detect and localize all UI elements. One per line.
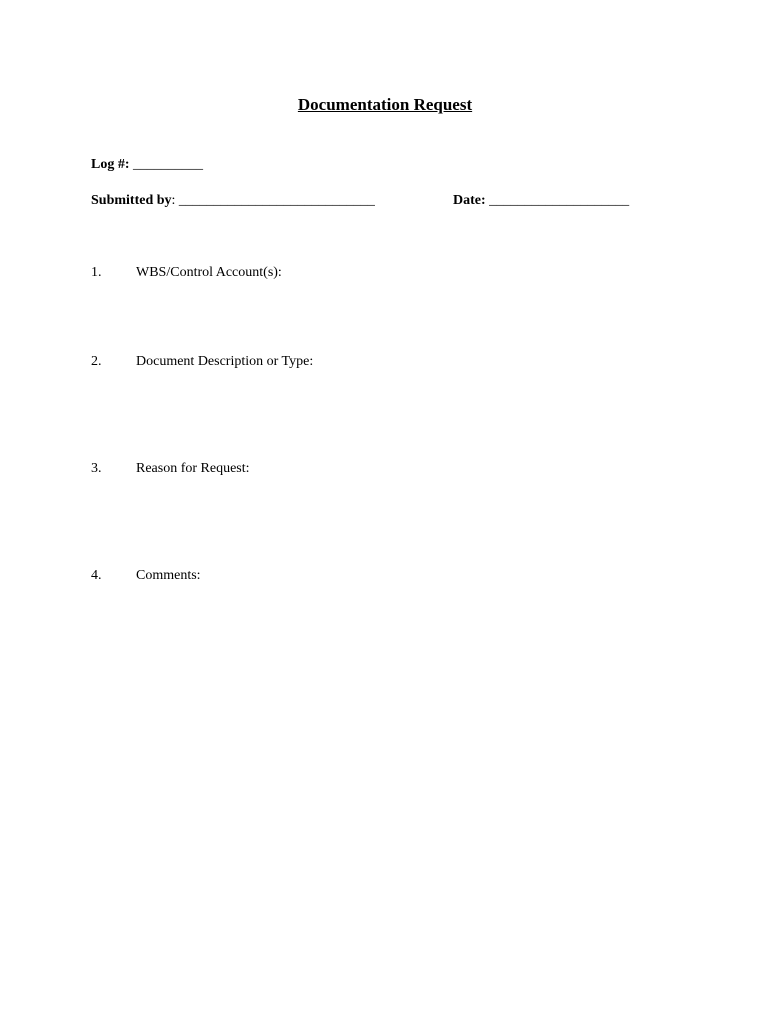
submitted-by-separator: : — [171, 193, 179, 208]
list-item-wbs-control-accounts — [91, 264, 282, 282]
list-item-label: Comments: — [136, 568, 201, 583]
list-item-label: Document Description or Type: — [136, 354, 314, 369]
list-item-label: Reason for Request: — [136, 461, 250, 476]
log-number-blank: __________ — [129, 157, 203, 172]
list-item-number: 1. — [91, 265, 102, 280]
log-number-label: Log #: — [91, 157, 130, 172]
list-item-number: 3. — [91, 461, 102, 476]
submitted-by-blank: ____________________________ — [178, 193, 375, 208]
submitted-by-label: Submitted by — [91, 193, 172, 208]
date-line — [453, 192, 629, 210]
list-item-document-description — [91, 353, 313, 371]
list-item-comments — [91, 567, 201, 585]
date-blank: ____________________ — [485, 193, 630, 208]
list-item-number: 2. — [91, 354, 102, 369]
list-item-reason-for-request — [91, 460, 250, 478]
log-number-line — [91, 156, 203, 174]
submitted-by-line — [91, 192, 375, 210]
date-label: Date: — [453, 193, 486, 208]
document-title: Documentation Request — [297, 95, 473, 114]
list-item-label: WBS/Control Account(s): — [136, 265, 282, 280]
list-item-number: 4. — [91, 568, 102, 583]
